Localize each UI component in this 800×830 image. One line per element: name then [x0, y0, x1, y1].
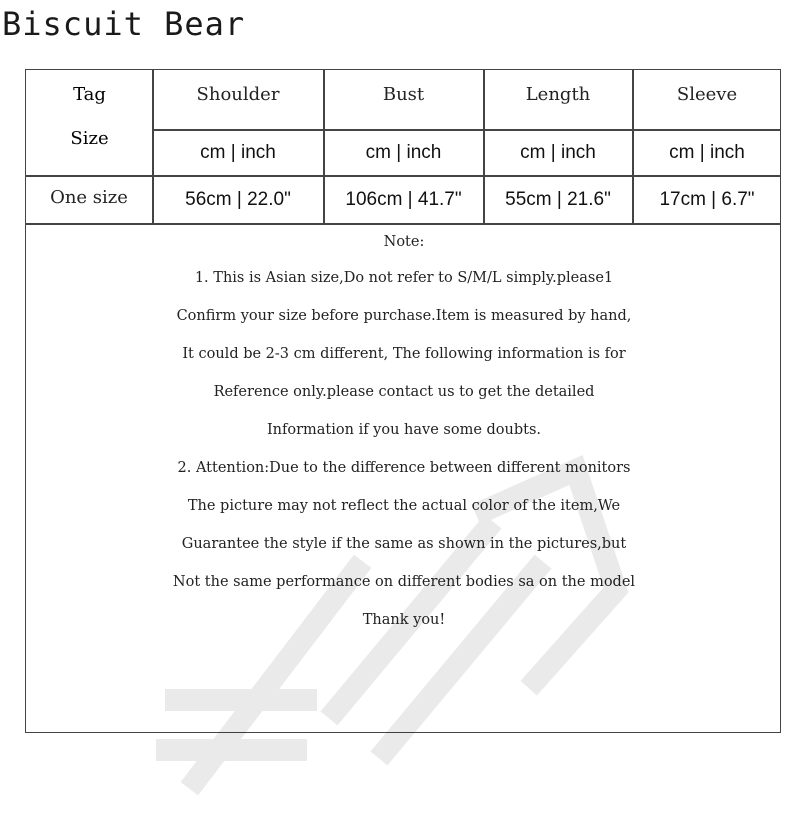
- unit-bust: cm | inch: [365, 142, 442, 163]
- note-line: The picture may not reflect the actual color of the item,We: [187, 498, 621, 514]
- note-line: Information if you have some doubts.: [266, 422, 542, 438]
- note-line: Not the same performance on different bodies sa on the model: [172, 574, 636, 590]
- value-length: 55cm | 21.6": [505, 189, 611, 210]
- tag-label: Tag: [73, 84, 106, 105]
- note-line: Guarantee the style if the same as shown in the pictures,but: [181, 536, 627, 552]
- column-header-bust: Bust: [382, 83, 425, 105]
- column-header-sleeve: Sleeve: [676, 83, 738, 105]
- note-line: It could be 2-3 cm different, The following information is for: [182, 346, 626, 362]
- column-header-shoulder: Shoulder: [196, 83, 280, 105]
- size-name-cell: One size: [50, 186, 128, 208]
- notes-heading: Note:: [383, 234, 425, 250]
- value-shoulder: 56cm | 22.0": [185, 189, 291, 210]
- page-title: Biscuit Bear: [2, 5, 246, 43]
- note-line: 2. Attention:Due to the difference between different monitors: [177, 460, 631, 476]
- note-line: Reference only.please contact us to get the detailed: [213, 384, 595, 400]
- note-line: 1. This is Asian size,Do not refer to S/M/L simply.please1: [194, 270, 614, 286]
- column-header-length: Length: [525, 83, 591, 105]
- unit-sleeve: cm | inch: [669, 142, 745, 163]
- unit-shoulder: cm | inch: [200, 142, 276, 163]
- size-chart: [25, 69, 781, 733]
- value-bust: 106cm | 41.7": [345, 189, 462, 210]
- notes-section: [26, 225, 782, 639]
- note-line: Confirm your size before purchase.Item is measured by hand,: [176, 308, 632, 324]
- value-sleeve: 17cm | 6.7": [659, 189, 755, 210]
- unit-length: cm | inch: [520, 142, 596, 163]
- note-thank-you: Thank you!: [362, 612, 446, 628]
- size-label: Size: [70, 128, 109, 149]
